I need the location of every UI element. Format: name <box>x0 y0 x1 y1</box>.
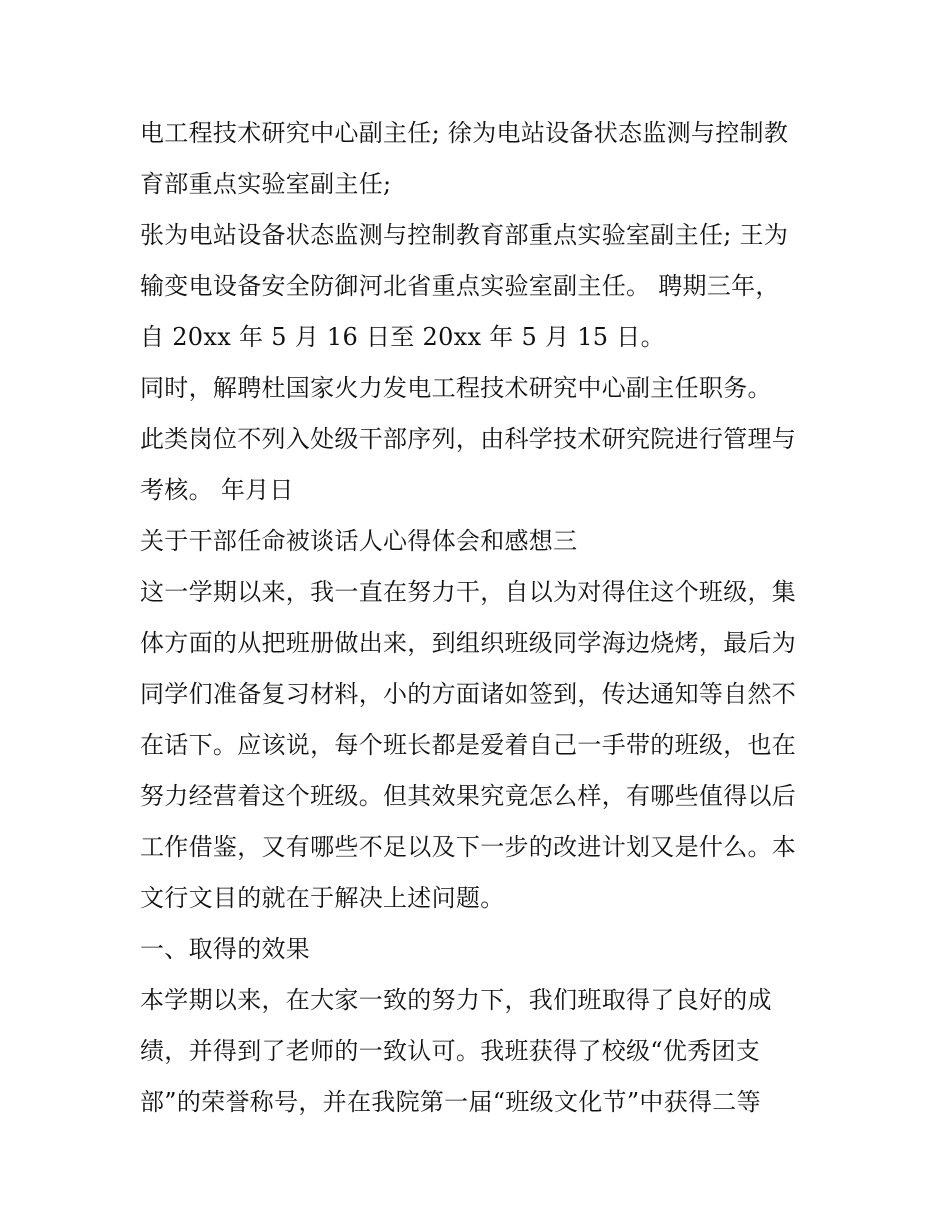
document-body <box>140 108 820 1128</box>
text-line: 这一学期以来，我一直在努力干，自以为对得住这个班级，集 <box>140 578 797 606</box>
text-line: 同时，解聘杜国家火力发电工程技术研究中心副主任职务。 <box>140 374 772 402</box>
text-line: 自 20xx 年 5 月 16 日至 20xx 年 5 月 15 日。 <box>140 323 665 351</box>
text-line: 部”的荣誉称号，并在我院第一届“班级文化节”中获得二等 <box>140 1088 761 1116</box>
text-line: 此类岗位不列入处级干部序列，由科学技术研究院进行管理与 <box>140 425 797 453</box>
text-line: 文行文目的就在于解决上述问题。 <box>140 884 505 912</box>
text-line: 努力经营着这个班级。但其效果究竟怎么样，有哪些值得以后 <box>140 782 797 810</box>
text-line: 本学期以来，在大家一致的努力下，我们班取得了良好的成 <box>140 986 772 1014</box>
text-line: 在话下。应该说，每个班长都是爱着自己一手带的班级，也在 <box>140 731 797 759</box>
text-line: 绩，并得到了老师的一致认可。我班获得了校级“优秀团支 <box>140 1037 761 1065</box>
text-line: 电工程技术研究中心副主任; 徐为电站设备状态监测与控制教 <box>140 119 789 147</box>
text-line: 体方面的从把班册做出来，到组织班级同学海边烧烤，最后为 <box>140 629 797 657</box>
section-heading: 关于干部任命被谈话人心得体会和感想三 <box>140 527 578 555</box>
text-line: 考核。 年月日 <box>140 476 294 504</box>
text-line: 育部重点实验室副主任; <box>140 170 392 198</box>
text-line: 张为电站设备状态监测与控制教育部重点实验室副主任; 王为 <box>140 221 789 249</box>
subsection-heading: 一、取得的效果 <box>140 935 311 963</box>
text-line: 工作借鉴，又有哪些不足以及下一步的改进计划又是什么。本 <box>140 833 797 861</box>
text-line: 输变电设备安全防御河北省重点实验室副主任。 聘期三年， <box>140 272 780 300</box>
text-line: 同学们准备复习材料，小的方面诸如签到，传达通知等自然不 <box>140 680 797 708</box>
